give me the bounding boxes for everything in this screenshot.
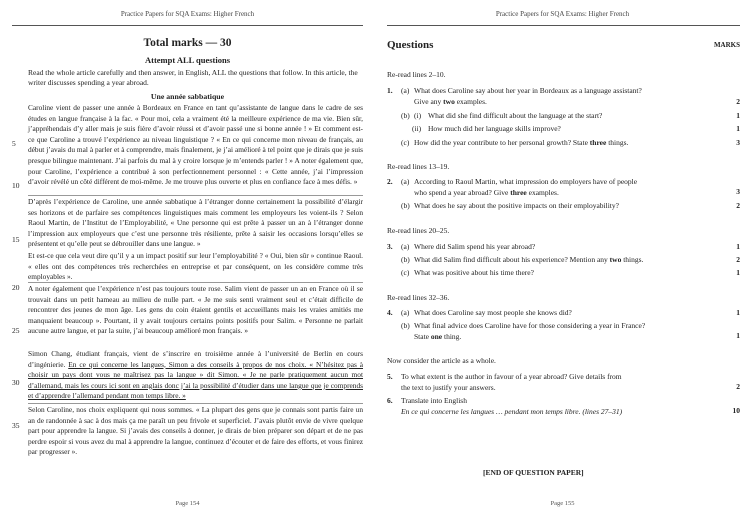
intro-text: Read the whole article carefully and then answer, in English, ALL the questions that follow. In this article, the writer discusses spending a year abroad.	[28, 68, 358, 87]
question-part-label: (a)	[401, 242, 410, 251]
subpart-label: (i)	[414, 111, 422, 120]
reread-instruction: Re-read lines 13–19.	[387, 162, 450, 171]
header-rule	[12, 25, 363, 26]
question-number: 3.	[387, 242, 393, 251]
end-of-paper: [END OF QUESTION PAPER]	[483, 468, 584, 477]
reread-instruction: Re-read lines 20–25.	[387, 226, 450, 235]
paragraph-4: A noter également que l’expérience n’est pas toujours toute rose. Salim vient de passer un an en France où il se trouvait dans un petit hameau au milieu de nulle part. « Je me suis senti vraiment seul et c’était difficile de rencontrer des jeunes de mon âge. Les gens du coin étaient gentils et accueillants mais les vraies amitiés me manquaient beaucoup ». Pourtant, il y avait toujours certains points positifs pour Salim. « Personne ne parlait aucune autre langue, et par la suite, j’ai beaucoup amélioré mon français. »	[28, 284, 363, 336]
reread-instruction: Re-read lines 32–36.	[387, 293, 450, 302]
running-head: Practice Papers for SQA Exams: Higher French	[495, 10, 630, 18]
total-marks: Total marks — 30	[143, 37, 232, 49]
simon-intro: Simon Chang, étudiant français, vient de s’inscrire en troisième année à l’université de Berlin en cours d’ingénierie.	[28, 349, 363, 369]
question-part-label: (c)	[401, 268, 410, 277]
attempt-instruction: Attempt ALL questions	[144, 55, 230, 65]
marks-value: 3	[736, 187, 740, 196]
marks-value: 1	[736, 111, 740, 120]
divider	[28, 403, 363, 404]
marks-value: 2	[736, 201, 740, 210]
paragraph-3: Et est-ce que cela veut dire qu’il y a un impact positif sur leur l’employabilité ? « Oui, bien sûr » continue Raoul. « elles ont des compétences très recherchées en entreprise et par conséquent, on les considère comme très employables ».	[28, 251, 363, 282]
question-number: 6.	[387, 396, 393, 405]
question-4b: What final advice does Caroline have for those considering a year in France? State one thing.	[414, 321, 646, 341]
question-1c: How did the year contribute to her personal growth? State three things.	[414, 138, 629, 147]
paragraph-5	[28, 349, 363, 402]
question-1a: What does Caroline say about her year in Bordeaux as a language assistant? Give any two examples.	[414, 86, 642, 106]
line-number: 35	[12, 421, 20, 430]
line-number: 20	[12, 283, 20, 292]
line-number: 10	[12, 181, 20, 190]
question-part-label: (a)	[401, 86, 410, 95]
question-part-label: (b)	[401, 201, 410, 210]
marks-value: 2	[736, 382, 740, 391]
header-rule	[387, 25, 740, 26]
question-4a: What does Caroline say most people she knows did?	[414, 308, 572, 317]
question-2a: According to Raoul Martin, what impression do employers have of people who spend a year abroad? Give three examples.	[414, 177, 638, 197]
reread-instruction: Re-read lines 2–10.	[387, 70, 446, 79]
divider	[28, 195, 363, 196]
question-part-label: (a)	[401, 308, 410, 317]
marks-value: 1	[736, 268, 740, 277]
question-part-label: (b)	[401, 255, 410, 264]
marks-value: 1	[736, 308, 740, 317]
question-number: 2.	[387, 177, 393, 186]
question-2b: What does he say about the positive impacts on their employability?	[414, 201, 619, 210]
page-number: Page 155	[550, 500, 575, 507]
question-number: 1.	[387, 86, 393, 95]
questions-title: Questions	[387, 39, 434, 51]
line-number: 30	[12, 378, 20, 387]
divider	[28, 282, 363, 283]
question-1b-ii: How much did her language skills improve?	[428, 124, 561, 133]
consider-instruction: Now consider the article as a whole.	[387, 356, 496, 365]
question-5: To what extent is the author in favour of a year abroad? Give details from the text to justify your answers.	[401, 372, 622, 392]
underlined-passage: En ce qui concerne les langues, Simon a des conseils à propos de nos choix. « N’hésitez pas à choisir un pays dont vous ne maîtrisez pas la langue » dit Simon. « Je ne parle pratiquement aucun mot d’allemand, mais les cours ici sont en anglais donc j’ai la possibilité d’étudier dans une langue que je comprends et d’apprendre l’allemand pendant mon temps libre. »	[28, 359, 363, 401]
question-part-label: (b)	[401, 111, 410, 120]
paragraph-1: Caroline vient de passer une année à Bordeaux en France en tant qu’assistante de langue dans le cadre de ses études en langue française à la fac. « Pour moi, cela a vraiment été la meilleure expérience de ma vie. Bien sûr, j’appréhendais d’y aller mais je suis fière d’avoir réussi et d’avoir passé une si bonne année ! » Et comment est-ce que Caroline a trouvé l’expérience au niveau linguistique ? « En ce qui concerne mon niveau de français, au début j’avais du mal à parler et à comprendre, mais finalement, je j’ai amélioré à tel point que je dirais que je suis presque bilingue maintenant. J’ai parfois du mal à y croire lorsque je m’entends parler ! » A noter également que, pour Caroline, l’expérience a contribué à son perfectionnement personnel : « Cette année, j’ai l’impression d’avoir révélé un côté différent de moi-même. Je me trouve plus ouverte et plus en confiance face à mes défis. »	[28, 103, 363, 187]
line-number: 25	[12, 326, 20, 335]
question-3b: What did Salim find difficult about his experience? Mention any two things.	[414, 255, 644, 264]
question-3a: Where did Salim spend his year abroad?	[414, 242, 536, 251]
marks-value: 1	[736, 242, 740, 251]
question-3c: What was positive about his time there?	[414, 268, 534, 277]
question-number: 4.	[387, 308, 393, 317]
line-number: 5	[12, 139, 16, 148]
question-number: 5.	[387, 372, 393, 381]
marks-value: 3	[736, 138, 740, 147]
subpart-label: (ii)	[412, 124, 422, 133]
article-title: Une année sabbatique	[150, 92, 225, 101]
paragraph-6: Selon Caroline, nos choix expliquent qui nous sommes. « La plupart des gens que je connais sont partis faire un an de randonnée à sac à dos mais ça me paraît un peu frivole et superficiel. J’avais plutôt envie de vivre quelque part pour apprendre la langue. Si j’avais des conseils à donner, je dirais de bien préparer son départ et de ne pas perdre espoir si vous avez du mal à apprendre la langue, continuez d’écouter et de faire des efforts, et vous finirez par progresser ».	[28, 405, 363, 457]
question-part-label: (c)	[401, 138, 410, 147]
marks-value: 2	[736, 97, 740, 106]
question-part-label: (a)	[401, 177, 410, 186]
running-head: Practice Papers for SQA Exams: Higher French	[120, 10, 255, 18]
right-page	[375, 0, 750, 518]
marks-value: 10	[732, 406, 740, 415]
question-1b-i: What did she find difficult about the language at the start?	[428, 111, 603, 120]
question-6: Translate into English En ce qui concerne les langues … pendant mon temps libre. (lines 27–31)	[401, 396, 623, 416]
marks-header: MARKS	[713, 41, 740, 49]
question-part-label: (b)	[401, 321, 410, 330]
question-text: What does Caroline say about her year in Bordeaux as a language assistant?	[414, 86, 642, 95]
line-number: 15	[12, 235, 20, 244]
marks-value: 2	[736, 255, 740, 264]
marks-value: 1	[736, 124, 740, 133]
marks-value: 1	[736, 331, 740, 340]
page-number: Page 154	[175, 500, 200, 507]
paragraph-2: D’après l’expérience de Caroline, une année sabbatique à l’étranger donne certainement la possibilité d’élargir ses horizons et de parfaire ses compétences linguistiques mais comment les employeurs les voient-ils ? Selon Raoul Martin, de l’Institut de l’Employabilité, « Une personne qui est prête à passer un an à l’étranger donne l’impression aux employeurs que c’est une personne très résiliente, prête à saisir les occasions lorsqu’elles se présentent et qu’elle peut se débrouiller dans une langue. »	[28, 197, 363, 249]
